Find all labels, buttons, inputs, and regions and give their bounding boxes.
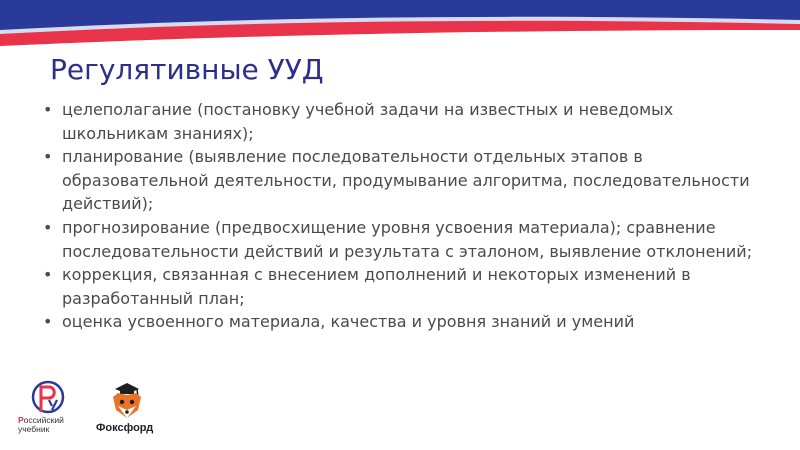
fox-mascot-icon bbox=[110, 380, 144, 420]
bullet-dot: • bbox=[43, 312, 53, 332]
rossiysky-uchebnik-wordmark bbox=[18, 416, 82, 434]
bullet-item bbox=[42, 310, 762, 334]
foxford-wordmark: Фоксфорд bbox=[96, 422, 154, 434]
bullet-dot: • bbox=[43, 265, 53, 285]
bullet-item bbox=[42, 216, 762, 263]
rossiysky-uchebnik-emblem-icon bbox=[28, 378, 68, 416]
rossiysky-uchebnik-logo bbox=[18, 378, 82, 436]
bullet-text: оценка усвоенного материала, качества и уровня знаний и умений bbox=[62, 312, 635, 332]
bullet-text: коррекция, связанная с внесением дополнений и некоторых изменений в разработанный план; bbox=[62, 265, 691, 308]
bullet-item bbox=[42, 145, 762, 216]
bullet-text: целеполагание (постановку учебной задачи на известных и неведомых школьникам знаниях); bbox=[62, 100, 674, 143]
bullet-dot: • bbox=[43, 147, 53, 167]
foxford-logo bbox=[96, 380, 156, 438]
bullet-item bbox=[42, 98, 762, 145]
bullet-item bbox=[42, 263, 762, 310]
bullet-text: прогнозирование (предвосхищение уровня усвоения материала); сравнение последовательности действий и результата с эталоном, выявление отклонений; bbox=[62, 217, 753, 261]
rossiysky-uchebnik-first-letter: Р bbox=[18, 415, 24, 425]
header-banner bbox=[0, 0, 800, 52]
rossiysky-uchebnik-line1-rest: оссийский bbox=[23, 415, 64, 425]
rossiysky-uchebnik-line2: учебник bbox=[18, 424, 50, 434]
bullet-text: планирование (выявление последовательности отдельных этапов в образовательной деятельности, продумывание алгоритма, последовательности действий); bbox=[62, 147, 750, 214]
slide-title: Регулятивные УУД bbox=[50, 53, 324, 86]
bullet-dot: • bbox=[43, 217, 53, 237]
bullet-dot: • bbox=[43, 100, 53, 119]
bullet-list bbox=[42, 98, 762, 334]
